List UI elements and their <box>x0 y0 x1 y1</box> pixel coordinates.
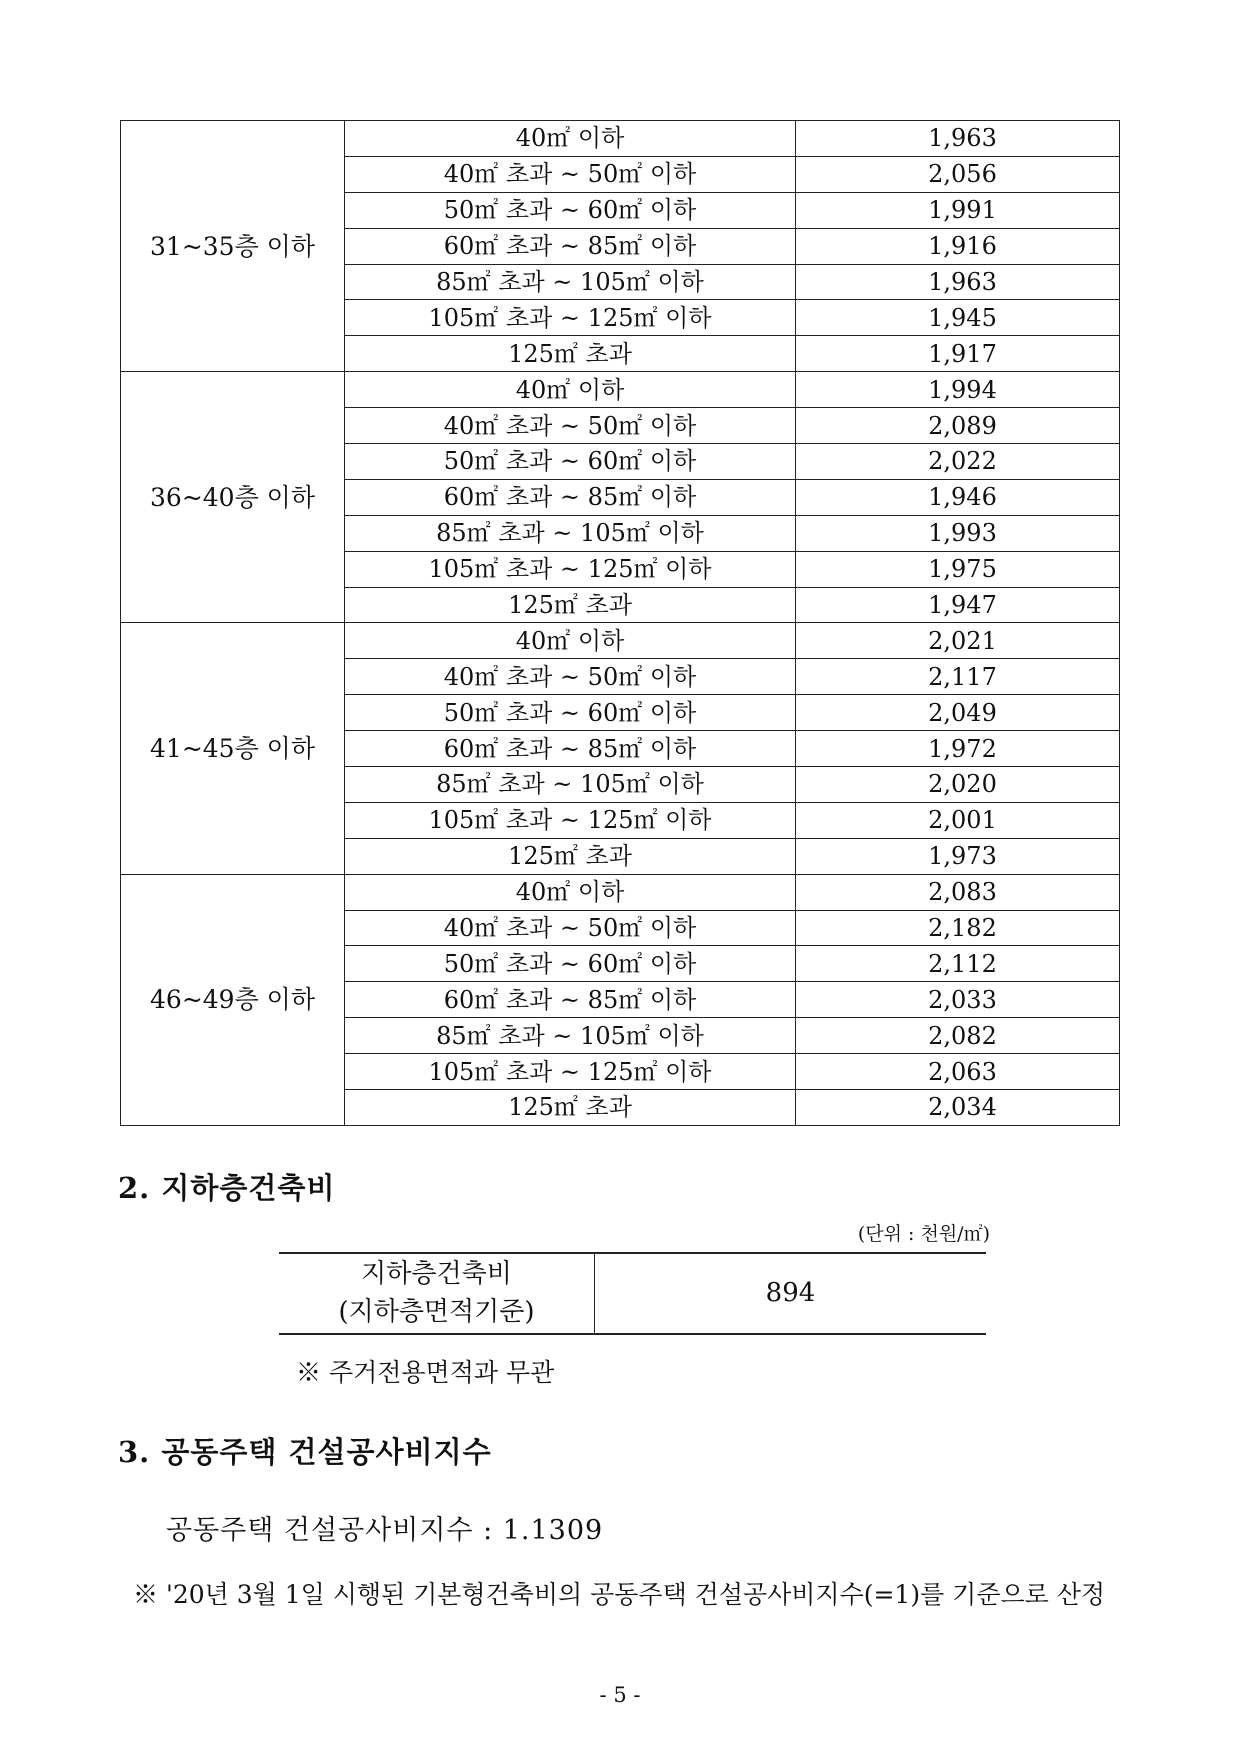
cost-value-cell: 2,112 <box>796 946 1120 982</box>
basement-cost-label-cell <box>279 1253 595 1334</box>
cost-value-cell: 1,963 <box>796 121 1120 157</box>
cost-value-cell: 1,963 <box>796 264 1120 300</box>
table-row <box>121 623 1120 659</box>
cost-value-cell: 2,022 <box>796 444 1120 480</box>
section-3-heading: 3. 공동주택 건설공사비지수 <box>118 1435 492 1469</box>
area-range-cell: 125㎡ 초과 <box>345 336 796 372</box>
area-range-cell: 50㎡ 초과 ~ 60㎡ 이하 <box>345 192 796 228</box>
cost-value-cell: 1,972 <box>796 731 1120 767</box>
area-range-cell: 40㎡ 이하 <box>345 372 796 408</box>
floor-range-cell: 41~45층 이하 <box>121 623 345 874</box>
floor-range-cell: 36~40층 이하 <box>121 372 345 623</box>
construction-cost-table <box>120 120 1120 1126</box>
area-range-cell: 85㎡ 초과 ~ 105㎡ 이하 <box>345 1018 796 1054</box>
construction-cost-table-body <box>121 121 1120 1126</box>
unit-label: (단위 : 천원/㎡) <box>857 1223 990 1245</box>
cost-value-cell: 1,973 <box>796 838 1120 874</box>
construction-index-note: ※ '20년 3월 1일 시행된 기본형건축비의 공동주택 건설공사비지수(=1)를 기준으로 산정 <box>133 1580 1106 1609</box>
cost-value-cell: 2,034 <box>796 1090 1120 1126</box>
cost-value-cell: 2,021 <box>796 623 1120 659</box>
cost-value-cell: 2,117 <box>796 659 1120 695</box>
area-range-cell: 85㎡ 초과 ~ 105㎡ 이하 <box>345 264 796 300</box>
cost-value-cell: 2,033 <box>796 982 1120 1018</box>
cost-value-cell: 1,917 <box>796 336 1120 372</box>
cost-value-cell: 2,089 <box>796 408 1120 444</box>
area-range-cell: 105㎡ 초과 ~ 125㎡ 이하 <box>345 300 796 336</box>
basement-note: ※ 주거전용면적과 무관 <box>296 1358 555 1387</box>
cost-value-cell: 1,975 <box>796 551 1120 587</box>
basement-cost-label: 지하층건축비 <box>361 1258 512 1289</box>
table-row <box>121 874 1120 910</box>
area-range-cell: 125㎡ 초과 <box>345 1090 796 1126</box>
cost-value-cell: 1,946 <box>796 479 1120 515</box>
cost-value-cell: 1,991 <box>796 192 1120 228</box>
area-range-cell: 50㎡ 초과 ~ 60㎡ 이하 <box>345 444 796 480</box>
cost-value-cell: 1,947 <box>796 587 1120 623</box>
area-range-cell: 40㎡ 이하 <box>345 623 796 659</box>
area-range-cell: 40㎡ 이하 <box>345 121 796 157</box>
area-range-cell: 105㎡ 초과 ~ 125㎡ 이하 <box>345 551 796 587</box>
cost-value-cell: 2,056 <box>796 156 1120 192</box>
table-row <box>279 1253 986 1334</box>
area-range-cell: 40㎡ 초과 ~ 50㎡ 이하 <box>345 156 796 192</box>
cost-value-cell: 2,020 <box>796 767 1120 803</box>
page-number: - 5 - <box>599 1683 641 1707</box>
table-row <box>121 121 1120 157</box>
cost-value-cell: 2,082 <box>796 1018 1120 1054</box>
floor-range-cell: 31~35층 이하 <box>121 121 345 372</box>
cost-value-cell: 1,945 <box>796 300 1120 336</box>
basement-cost-basis: (지하층면적기준) <box>338 1296 535 1327</box>
area-range-cell: 105㎡ 초과 ~ 125㎡ 이하 <box>345 1054 796 1090</box>
cost-value-cell: 1,916 <box>796 228 1120 264</box>
area-range-cell: 50㎡ 초과 ~ 60㎡ 이하 <box>345 946 796 982</box>
area-range-cell: 60㎡ 초과 ~ 85㎡ 이하 <box>345 731 796 767</box>
area-range-cell: 125㎡ 초과 <box>345 587 796 623</box>
area-range-cell: 125㎡ 초과 <box>345 838 796 874</box>
area-range-cell: 85㎡ 초과 ~ 105㎡ 이하 <box>345 767 796 803</box>
cost-value-cell: 2,083 <box>796 874 1120 910</box>
cost-value-cell: 2,001 <box>796 802 1120 838</box>
cost-value-cell: 2,063 <box>796 1054 1120 1090</box>
cost-value-cell: 2,182 <box>796 910 1120 946</box>
section-2-heading: 2. 지하층건축비 <box>118 1171 336 1205</box>
area-range-cell: 50㎡ 초과 ~ 60㎡ 이하 <box>345 695 796 731</box>
area-range-cell: 85㎡ 초과 ~ 105㎡ 이하 <box>345 515 796 551</box>
area-range-cell: 60㎡ 초과 ~ 85㎡ 이하 <box>345 228 796 264</box>
area-range-cell: 105㎡ 초과 ~ 125㎡ 이하 <box>345 802 796 838</box>
basement-cost-table <box>279 1252 986 1335</box>
area-range-cell: 40㎡ 초과 ~ 50㎡ 이하 <box>345 408 796 444</box>
area-range-cell: 40㎡ 초과 ~ 50㎡ 이하 <box>345 659 796 695</box>
table-row <box>121 372 1120 408</box>
area-range-cell: 60㎡ 초과 ~ 85㎡ 이하 <box>345 982 796 1018</box>
cost-value-cell: 2,049 <box>796 695 1120 731</box>
area-range-cell: 40㎡ 이하 <box>345 874 796 910</box>
area-range-cell: 60㎡ 초과 ~ 85㎡ 이하 <box>345 479 796 515</box>
construction-index-text: 공동주택 건설공사비지수 : 1.1309 <box>166 1515 604 1546</box>
cost-value-cell: 1,993 <box>796 515 1120 551</box>
area-range-cell: 40㎡ 초과 ~ 50㎡ 이하 <box>345 910 796 946</box>
floor-range-cell: 46~49층 이하 <box>121 874 345 1125</box>
cost-value-cell: 1,994 <box>796 372 1120 408</box>
basement-cost-value: 894 <box>595 1253 987 1334</box>
